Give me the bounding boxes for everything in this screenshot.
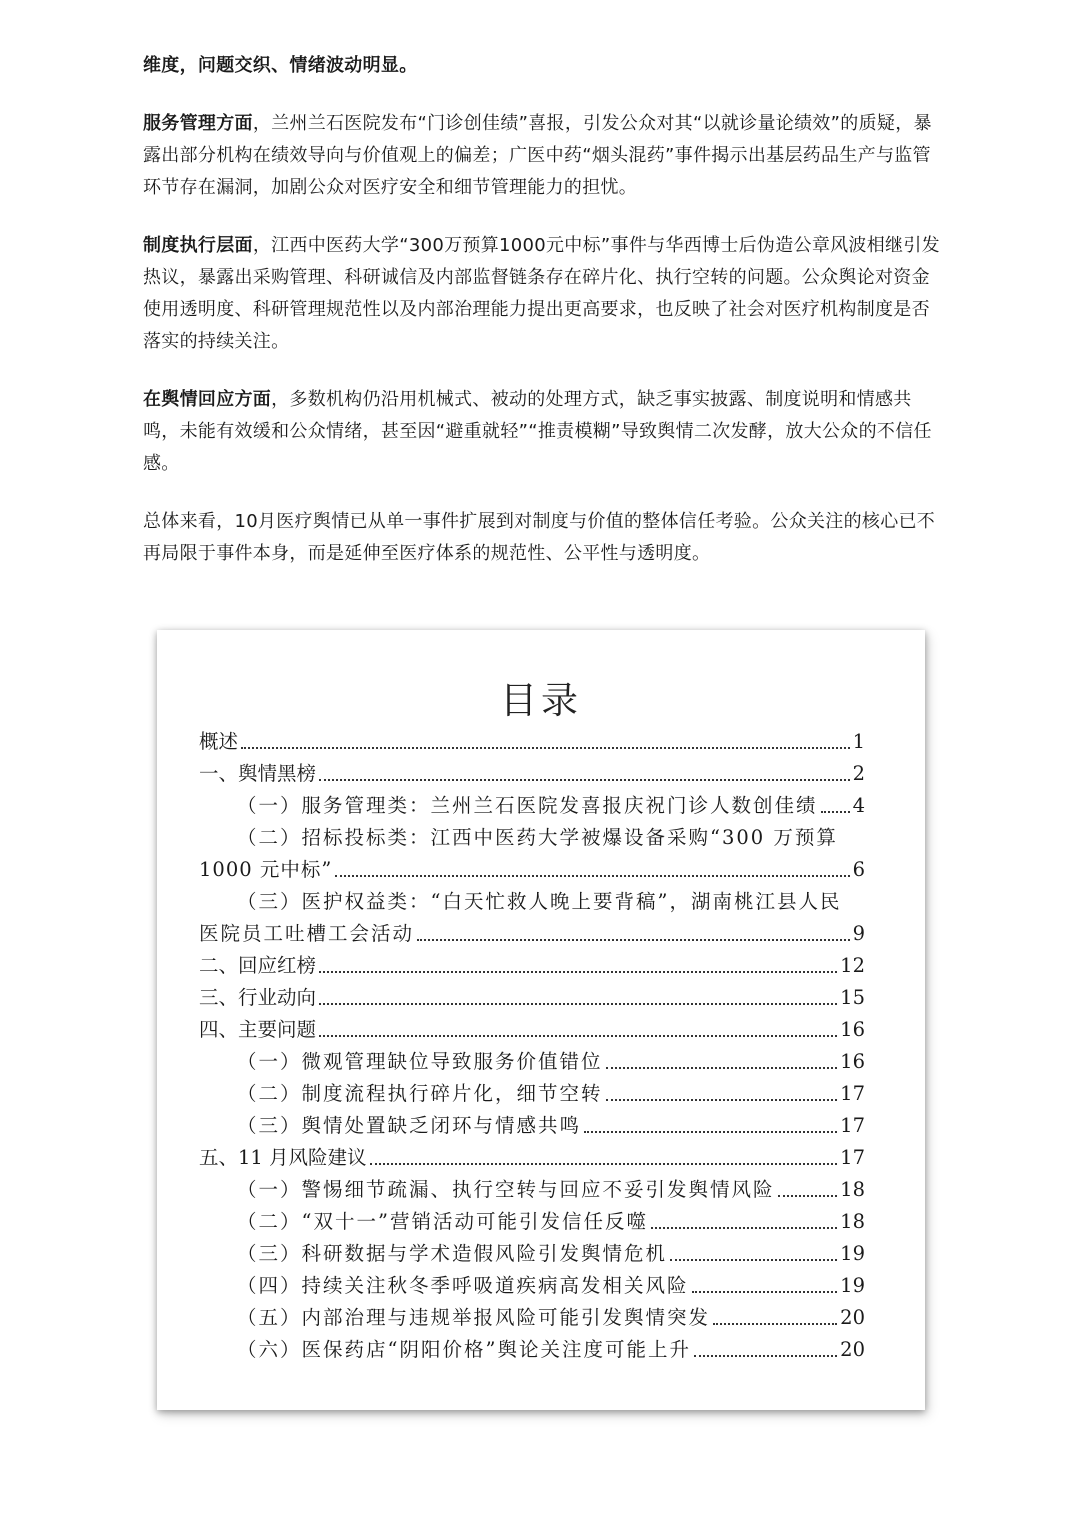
- toc-entry-multiline[interactable]: [199, 822, 865, 886]
- paragraph-text: ，江西中医药大学“300万预算1000元中标”事件与华西博士后伪造公章风波相继引发热议，暴露出采购管理、科研诚信及内部监督链条存在碎片化、执行空转的问题。公众舆论对资金使用透明度、科研管理规范性以及内部治理能力提出更高要求，也反映了社会对医疗机构制度是否落实的持续关注。: [143, 235, 940, 352]
- article-body: [143, 50, 943, 596]
- toc-page-number: 18: [840, 1210, 865, 1233]
- toc-page-number: 15: [840, 986, 865, 1009]
- paragraph-lead: 制度执行层面: [143, 235, 253, 256]
- toc-entry-label: （五）内部治理与违规举报风险可能引发舆情突发: [237, 1306, 711, 1329]
- toc-entry-label: （四）持续关注秋冬季呼吸道疾病高发相关风险: [237, 1274, 689, 1297]
- toc-page-number: 12: [840, 954, 865, 977]
- paragraph-intro-tail: [143, 50, 943, 82]
- toc-leader-dots: [692, 1291, 838, 1293]
- toc-page-number: 2: [852, 762, 865, 785]
- toc-leader-dots: [319, 1035, 837, 1037]
- toc-page-number: 16: [840, 1050, 865, 1073]
- toc-leader-dots: [335, 875, 849, 877]
- toc-entry-label: （一）服务管理类：兰州兰石医院发喜报庆祝门诊人数创佳绩: [237, 794, 818, 817]
- paragraph-service-management: [143, 108, 943, 204]
- toc-page-number: 20: [840, 1338, 865, 1361]
- toc-entry[interactable]: [199, 1334, 865, 1366]
- toc-page-number: 17: [840, 1114, 865, 1137]
- toc-leader-dots: [241, 747, 850, 749]
- toc-entry[interactable]: [199, 726, 865, 758]
- toc-leader-dots: [606, 1099, 838, 1101]
- toc-entry-label: （三）舆情处置缺乏闭环与情感共鸣: [237, 1114, 582, 1137]
- toc-list: [199, 726, 865, 1366]
- toc-entry[interactable]: [199, 1110, 865, 1142]
- toc-entry-multiline[interactable]: [199, 886, 865, 950]
- toc-entry-label: 四、主要问题: [199, 1018, 317, 1041]
- toc-entry-label: （二）制度流程执行碎片化，细节空转: [237, 1082, 603, 1105]
- toc-entry[interactable]: [199, 790, 865, 822]
- toc-entry-label-line1: （三）医护权益类：“白天忙救人晚上要背稿”，湖南桃江县人民: [237, 890, 842, 913]
- toc-entry-label: 1000 元中标”: [199, 858, 333, 881]
- toc-entry[interactable]: [199, 1142, 865, 1174]
- toc-entry-label: （一）警惕细节疏漏、执行空转与回应不妥引发舆情风险: [237, 1178, 775, 1201]
- toc-page-number: 20: [840, 1306, 865, 1329]
- table-of-contents-card: [157, 630, 925, 1410]
- toc-entry: [199, 918, 865, 950]
- toc-leader-dots: [417, 939, 850, 941]
- toc-leader-dots: [670, 1259, 837, 1261]
- toc-entry[interactable]: [199, 1302, 865, 1334]
- toc-entry-label: （二）“双十一”营销活动可能引发信任反噬: [237, 1210, 648, 1233]
- toc-entry-label: 五、11 月风险建议: [199, 1146, 367, 1169]
- toc-page-number: 4: [852, 794, 865, 817]
- paragraph-text: ，兰州兰石医院发布“门诊创佳绩”喜报，引发公众对其“以就诊量论绩效”的质疑，暴露出部分机构在绩效导向与价值观上的偏差；广医中药“烟头混药”事件揭示出基层药品生产与监管环节存在漏洞，加剧公众对医疗安全和细节管理能力的担忧。: [143, 113, 932, 198]
- toc-entry[interactable]: [199, 1046, 865, 1078]
- toc-entry-label: 概述: [199, 730, 239, 753]
- toc-entry-label: （一）微观管理缺位导致服务价值错位: [237, 1050, 603, 1073]
- toc-entry-label: 二、回应红榜: [199, 954, 317, 977]
- toc-leader-dots: [651, 1227, 837, 1229]
- toc-page-number: 18: [840, 1178, 865, 1201]
- toc-leader-dots: [778, 1195, 838, 1197]
- toc-entry-label-line1: （二）招标投标类：江西中医药大学被爆设备采购“300 万预算: [237, 826, 838, 849]
- toc-entry[interactable]: [199, 758, 865, 790]
- toc-entry-label: （六）医保药店“阴阳价格”舆论关注度可能上升: [237, 1338, 691, 1361]
- paragraph-text: 总体来看，10月医疗舆情已从单一事件扩展到对制度与价值的整体信任考验。公众关注的核心已不再局限于事件本身，而是延伸至医疗体系的规范性、公平性与透明度。: [143, 511, 936, 564]
- paragraph-lead: 在舆情回应方面: [143, 389, 272, 410]
- toc-leader-dots: [319, 1003, 837, 1005]
- toc-leader-dots: [319, 971, 837, 973]
- toc-entry-label: （三）科研数据与学术造假风险引发舆情危机: [237, 1242, 668, 1265]
- paragraph-lead: 服务管理方面: [143, 113, 253, 134]
- toc-entry-label: 三、行业动向: [199, 986, 317, 1009]
- toc-page-number: 9: [852, 922, 865, 945]
- paragraph-lead: 维度，问题交织、情绪波动明显。: [143, 55, 418, 76]
- toc-page-number: 17: [840, 1146, 865, 1169]
- toc-entry[interactable]: [199, 1078, 865, 1110]
- toc-leader-dots: [694, 1355, 837, 1357]
- toc-page-number: 1: [852, 730, 865, 753]
- toc-entry-label: 医院员工吐槽工会活动: [199, 922, 415, 945]
- paragraph-text: ，多数机构仍沿用机械式、被动的处理方式，缺乏事实披露、制度说明和情感共鸣，未能有效缓和公众情绪，甚至因“避重就轻”“推责模糊”导致舆情二次发酵，放大公众的不信任感。: [143, 389, 932, 474]
- paragraph-summary: [143, 506, 943, 570]
- toc-entry[interactable]: [199, 1206, 865, 1238]
- toc-page-number: 19: [840, 1242, 865, 1265]
- toc-leader-dots: [713, 1323, 837, 1325]
- paragraph-system-execution: [143, 230, 943, 358]
- toc-entry[interactable]: [199, 1270, 865, 1302]
- toc-entry[interactable]: [199, 1174, 865, 1206]
- toc-title: 目录: [500, 679, 582, 722]
- toc-entry[interactable]: [199, 982, 865, 1014]
- toc-page-number: 19: [840, 1274, 865, 1297]
- paragraph-public-response: [143, 384, 943, 480]
- toc-entry[interactable]: [199, 950, 865, 982]
- toc-leader-dots: [821, 811, 850, 813]
- toc-page-number: 6: [852, 858, 865, 881]
- toc-leader-dots: [584, 1131, 837, 1133]
- toc-leader-dots: [606, 1067, 838, 1069]
- toc-leader-dots: [319, 779, 850, 781]
- toc-page-number: 16: [840, 1018, 865, 1041]
- toc-entry[interactable]: [199, 1238, 865, 1270]
- toc-page-number: 17: [840, 1082, 865, 1105]
- toc-entry-label: 一、舆情黑榜: [199, 762, 317, 785]
- toc-leader-dots: [370, 1163, 838, 1165]
- toc-entry: [199, 854, 865, 886]
- toc-entry[interactable]: [199, 1014, 865, 1046]
